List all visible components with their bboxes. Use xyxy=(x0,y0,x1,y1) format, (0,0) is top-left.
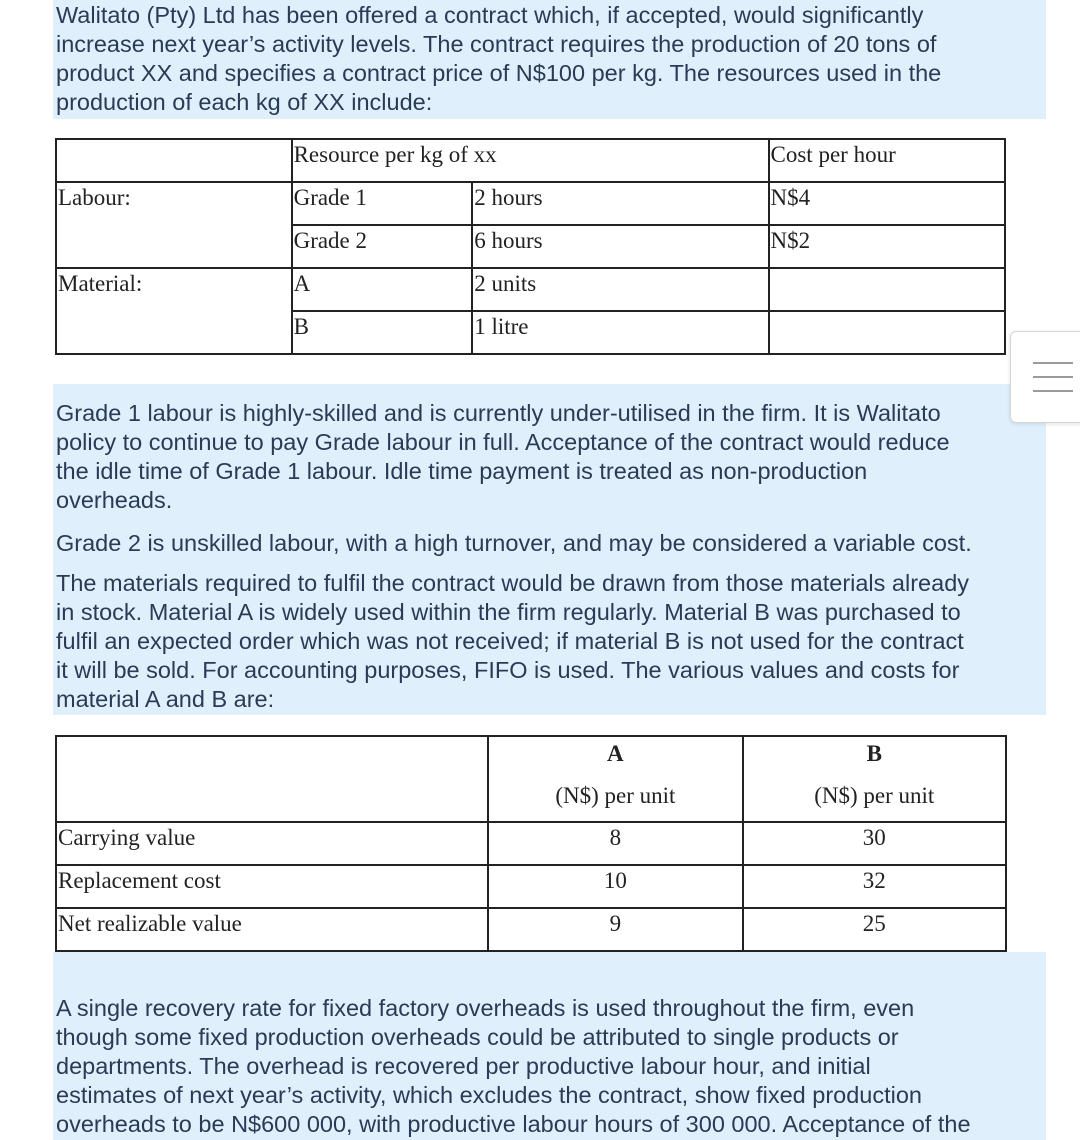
table-row xyxy=(56,182,1005,225)
text-line: overheads to be N$600 000, with productive labour hours of 300 000. Acceptance of the xyxy=(56,1111,971,1137)
value-b: 32 xyxy=(743,865,1006,908)
item-cell: B xyxy=(292,311,473,354)
resource-header: Resource per kg of xx xyxy=(292,139,769,182)
text-line: estimates of next year’s activity, which excludes the contract, show fixed production xyxy=(56,1082,923,1108)
text-line: it will be sold. For accounting purposes, FIFO is used. The various values and costs for xyxy=(56,657,960,683)
cost-cell: N$4 xyxy=(769,182,1005,225)
category-cell: Material: xyxy=(56,268,292,311)
value-a: 8 xyxy=(488,822,742,865)
table-row xyxy=(56,311,1005,354)
cost-cell: N$2 xyxy=(769,225,1005,268)
material-values-table xyxy=(55,735,1007,952)
item-cell: Grade 1 xyxy=(292,182,473,225)
column-b-header xyxy=(743,736,1006,822)
table-row xyxy=(56,865,1006,908)
value-b: 25 xyxy=(743,908,1006,951)
text-line: in stock. Material A is widely used within the firm regularly. Material B was purchased to xyxy=(56,599,961,625)
intro-paragraph xyxy=(56,1,941,117)
text-line: A single recovery rate for fixed factory overheads is used throughout the firm, even xyxy=(56,995,915,1021)
value-a: 9 xyxy=(488,908,742,951)
item-cell: A xyxy=(292,268,473,311)
qty-cell: 2 units xyxy=(472,268,768,311)
text-line: fulfil an expected order which was not received; if material B is not used for the contract xyxy=(56,628,964,654)
table-row xyxy=(56,908,1006,951)
column-b-unit: (N$) per unit xyxy=(814,783,935,808)
text-line: the idle time of Grade 1 labour. Idle time payment is treated as non-production xyxy=(56,458,868,484)
cost-cell xyxy=(769,268,1005,311)
table-cell xyxy=(56,139,292,182)
text-line: though some fixed production overheads could be attributed to single products or xyxy=(56,1024,899,1050)
cost-cell xyxy=(769,311,1005,354)
row-label: Replacement cost xyxy=(56,865,488,908)
drag-handle-icon xyxy=(1033,390,1073,392)
table-header-row xyxy=(56,139,1005,182)
table-row xyxy=(56,268,1005,311)
column-a-name: A xyxy=(607,741,624,766)
text-line: material A and B are: xyxy=(56,686,275,712)
resource-table xyxy=(55,138,1006,355)
item-cell: Grade 2 xyxy=(292,225,473,268)
text-line: overheads. xyxy=(56,487,173,513)
cost-header: Cost per hour xyxy=(769,139,1005,182)
column-a-header xyxy=(488,736,742,822)
text-line: Walitato (Pty) Ltd has been offered a contract which, if accepted, would significantly xyxy=(56,2,924,28)
grade2-paragraph xyxy=(56,529,972,558)
qty-cell: 6 hours xyxy=(472,225,768,268)
column-a-unit: (N$) per unit xyxy=(555,783,676,808)
value-a: 10 xyxy=(488,865,742,908)
table-row xyxy=(56,822,1006,865)
row-label: Net realizable value xyxy=(56,908,488,951)
overheads-paragraph xyxy=(56,994,971,1139)
qty-cell: 2 hours xyxy=(472,182,768,225)
text-line: policy to continue to pay Grade labour in full. Acceptance of the contract would reduce xyxy=(56,429,950,455)
drag-handle-icon xyxy=(1033,376,1073,378)
text-line: departments. The overhead is recovered per productive labour hour, and initial xyxy=(56,1053,871,1079)
category-cell xyxy=(56,225,292,268)
category-cell xyxy=(56,311,292,354)
text-line: Grade 2 is unskilled labour, with a high turnover, and may be considered a variable cost. xyxy=(56,530,972,556)
text-line: Grade 1 labour is highly-skilled and is currently under-utilised in the firm. It is Walitato xyxy=(56,400,941,426)
materials-paragraph xyxy=(56,569,969,714)
side-handle-button[interactable] xyxy=(1010,331,1080,423)
qty-cell: 1 litre xyxy=(472,311,768,354)
table-row xyxy=(56,225,1005,268)
row-label: Carrying value xyxy=(56,822,488,865)
value-b: 30 xyxy=(743,822,1006,865)
text-line: production of each kg of XX include: xyxy=(56,89,433,115)
text-line: product XX and specifies a contract price of N$100 per kg. The resources used in the xyxy=(56,60,942,86)
drag-handle-icon xyxy=(1033,362,1073,364)
table-cell xyxy=(56,736,488,822)
text-line: increase next year’s activity levels. The contract requires the production of 20 tons of xyxy=(56,31,937,57)
category-cell: Labour: xyxy=(56,182,292,225)
grade1-paragraph xyxy=(56,399,950,515)
table-header-row xyxy=(56,736,1006,822)
column-b-name: B xyxy=(866,741,882,766)
text-line: The materials required to fulfil the contract would be drawn from those materials already xyxy=(56,570,970,596)
